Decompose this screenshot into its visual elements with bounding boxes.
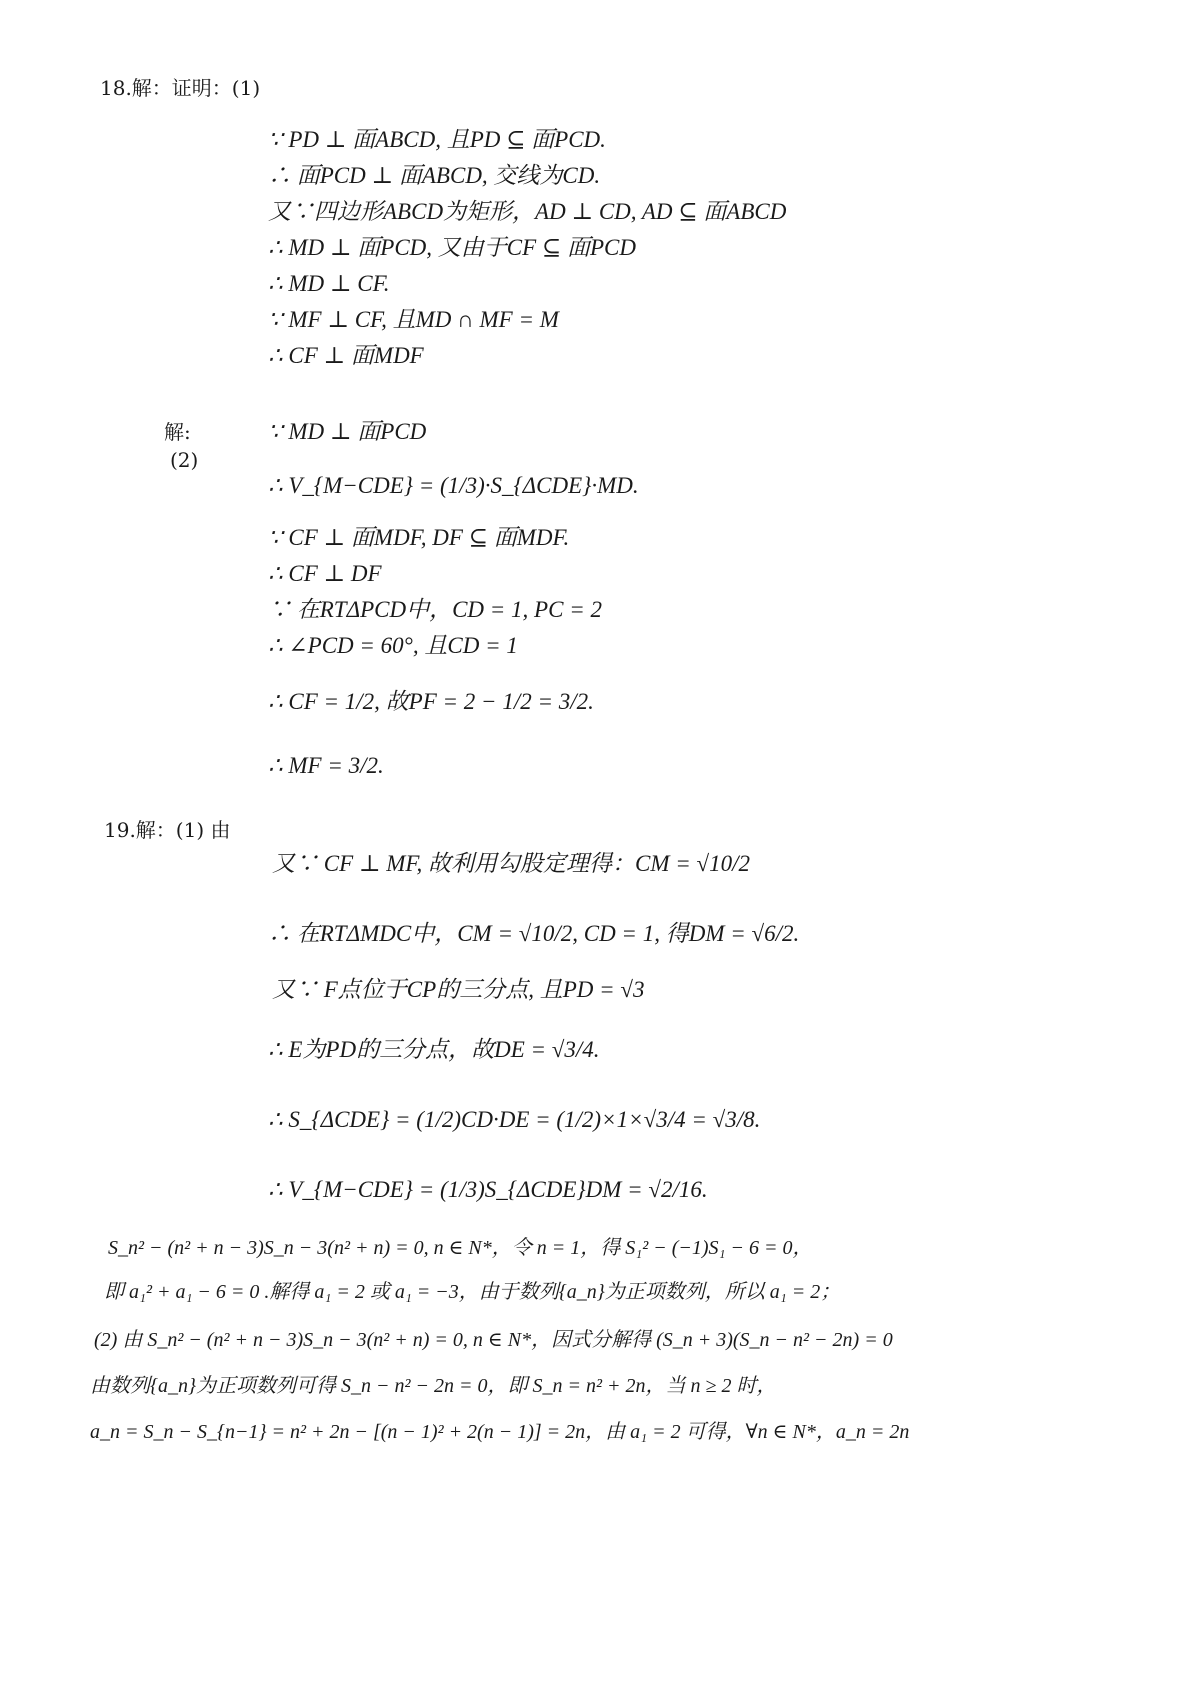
q19-line-2: 即 a₁² + a₁ − 6 = 0 .解得 a₁ = 2 或 a₁ = −3，由于数列{a_n}为正项数列，所以 a₁ = 2； bbox=[104, 1281, 841, 1303]
q18-p2-label-a: 解: bbox=[164, 420, 191, 444]
q18-p1-line-7: ∴ CF ⊥ 面MDF bbox=[268, 343, 424, 368]
q18-p2-line-2: ∴ V_{M−CDE} = (1/3)·S_{ΔCDE}·MD. bbox=[268, 473, 639, 498]
q18-p2-line-4: ∴ CF ⊥ DF bbox=[268, 561, 382, 586]
q18-p2-line-7: ∴ CF = 1/2, 故PF = 2 − 1/2 = 3/2. bbox=[268, 689, 594, 714]
q18-p2-cont-line-5: ∴ S_{ΔCDE} = (1/2)CD·DE = (1/2)×1×√3/4 = √3/8. bbox=[268, 1107, 761, 1132]
q18-p1-line-6: ∵ MF ⊥ CF, 且MD ∩ MF = M bbox=[268, 307, 559, 332]
q18-p1-line-2: ∴ 面PCD ⊥ 面ABCD, 交线为CD. bbox=[268, 163, 601, 188]
q18-header: 18.解：证明：(1) bbox=[100, 76, 261, 100]
q18-p1-line-5: ∴ MD ⊥ CF. bbox=[268, 271, 390, 296]
q18-p2-line-8: ∴ MF = 3/2. bbox=[268, 753, 384, 778]
q18-p1-line-1: ∵ PD ⊥ 面ABCD, 且PD ⊆ 面PCD. bbox=[268, 127, 606, 152]
q19-line-4: 由数列{a_n}为正项数列可得 S_n − n² − 2n = 0，即 S_n = n² + 2n，当 n ≥ 2 时， bbox=[90, 1375, 777, 1397]
q18-p2-line-1: ∵ MD ⊥ 面PCD bbox=[268, 419, 427, 444]
q18-p2-cont-line-6: ∴ V_{M−CDE} = (1/3)S_{ΔCDE}DM = √2/16. bbox=[268, 1177, 708, 1202]
q19-header: 19.解：(1) 由 bbox=[104, 818, 231, 842]
q18-p2-line-5: ∵ 在RTΔPCD中，CD = 1, PC = 2 bbox=[268, 597, 602, 622]
q18-p2-cont-line-3: 又∵ F点位于CP的三分点, 且PD = √3 bbox=[272, 977, 645, 1002]
q18-p1-line-3: 又∵四边形ABCD为矩形，AD ⊥ CD, AD ⊆ 面ABCD bbox=[268, 199, 787, 224]
q19-line-3: (2) 由 S_n² − (n² + n − 3)S_n − 3(n² + n) = 0, n ∈ N*，因式分解得 (S_n + 3)(S_n − n² − 2n) = 0 bbox=[94, 1329, 893, 1351]
q19-line-5: a_n = S_n − S_{n−1} = n² + 2n − [(n − 1)² + 2(n − 1)] = 2n，由 a₁ = 2 可得，∀n ∈ N*，a_n = 2n bbox=[90, 1421, 910, 1443]
q18-p2-cont-line-2: ∴ 在RTΔMDC中，CM = √10/2, CD = 1, 得DM = √6/2. bbox=[268, 921, 800, 946]
q18-p2-line-6: ∴ ∠PCD = 60°, 且CD = 1 bbox=[268, 633, 518, 658]
q18-p1-line-4: ∴ MD ⊥ 面PCD, 又由于CF ⊆ 面PCD bbox=[268, 235, 636, 260]
q19-line-1: S_n² − (n² + n − 3)S_n − 3(n² + n) = 0, n ∈ N*，令 n = 1，得 S₁² − (−1)S₁ − 6 = 0， bbox=[108, 1237, 813, 1259]
q18-p2-cont-line-1: 又∵ CF ⊥ MF, 故利用勾股定理得：CM = √10/2 bbox=[272, 851, 751, 876]
q18-p2-cont-line-4: ∴ E为PD的三分点，故DE = √3/4. bbox=[268, 1037, 600, 1062]
q18-p2-line-3: ∵ CF ⊥ 面MDF, DF ⊆ 面MDF. bbox=[268, 525, 570, 550]
q18-p2-label-b: (2) bbox=[170, 448, 199, 472]
